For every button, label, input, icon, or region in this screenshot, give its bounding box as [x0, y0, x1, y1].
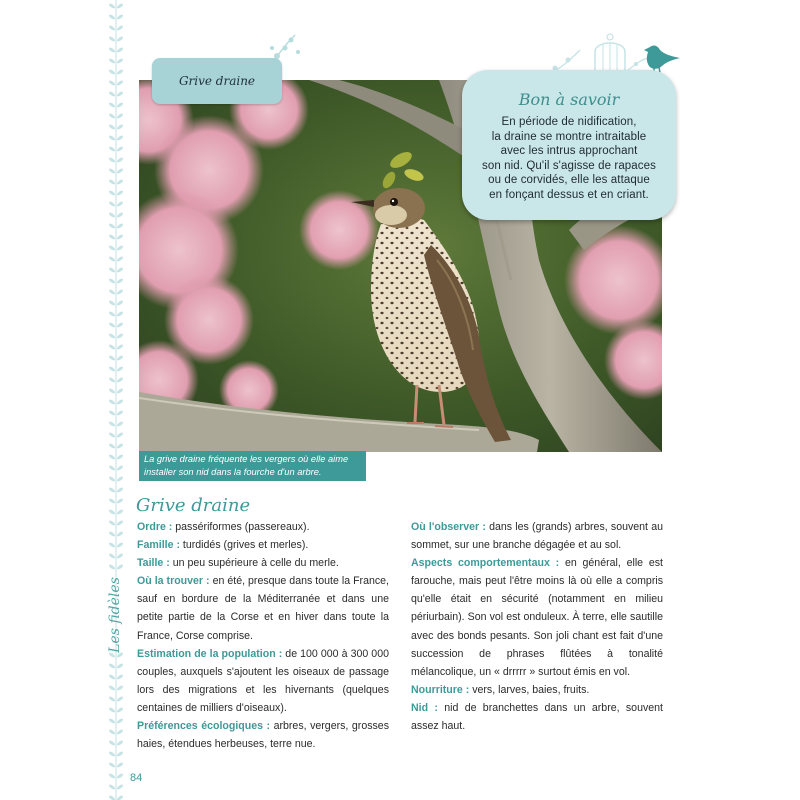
fact-label: Où la trouver :	[137, 575, 210, 588]
spine-leaf	[116, 311, 124, 318]
spine-leaf	[116, 454, 124, 461]
title-tab-text: Grive draine	[178, 74, 256, 88]
spine-leaf	[116, 36, 124, 43]
spine-leaf	[108, 289, 116, 296]
fact-label: Nid :	[411, 701, 438, 714]
spine-leaf	[108, 91, 116, 98]
left-column	[137, 518, 389, 753]
fact-text: dans les (grands) arbres, souvent au sommet, sur une branche dégagée et au sol.	[411, 521, 663, 552]
spine-leaf	[108, 531, 116, 538]
spine-leaf	[116, 14, 124, 21]
spine-leaf	[116, 322, 124, 329]
spine-leaf	[116, 421, 124, 428]
fact-label: Nourriture :	[411, 683, 470, 696]
spine-leaf	[116, 278, 124, 285]
spine-leaf	[108, 234, 116, 241]
spine-leaf	[108, 718, 116, 725]
spine-leaf	[108, 278, 116, 285]
spine-leaf	[108, 740, 116, 747]
page-number: 84	[130, 772, 143, 784]
spine-leaf	[116, 289, 124, 296]
spine-leaf	[116, 58, 124, 65]
spine-leaf	[108, 58, 116, 65]
spine-leaf	[116, 443, 124, 450]
spine-leaf	[116, 663, 124, 670]
fact-food	[411, 681, 663, 699]
spine-leaf	[116, 344, 124, 351]
fact-behaviour	[411, 554, 663, 681]
fact-text: arbres, vergers, grosses haies, étendues herbeuses, terre nue.	[137, 720, 389, 751]
spine-leaf	[108, 377, 116, 384]
info-box-text	[472, 115, 666, 203]
chapter-label: Les fidèles	[107, 577, 123, 653]
spine-leaf	[108, 762, 116, 769]
spine-leaf	[116, 740, 124, 747]
spine-leaf	[116, 751, 124, 758]
info-line: son nid. Qu'il s'agisse de rapaces	[482, 159, 656, 172]
spine-leaf	[108, 564, 116, 571]
spine-leaf	[108, 674, 116, 681]
fact-text: vers, larves, baies, fruits.	[469, 683, 590, 696]
fact-label: Taille :	[137, 557, 170, 570]
fact-population	[137, 645, 389, 717]
spine-leaf	[116, 245, 124, 252]
spine-leaf	[116, 157, 124, 164]
spine-leaf	[108, 322, 116, 329]
spine-leaf	[116, 773, 124, 780]
spine-leaf	[116, 333, 124, 340]
spine-leaf	[108, 245, 116, 252]
spine-leaf	[108, 267, 116, 274]
spine-leaf	[116, 509, 124, 516]
spine-leaf	[116, 91, 124, 98]
spine-leaf	[108, 333, 116, 340]
fact-location	[137, 572, 389, 644]
fact-text: turdidés (grives et merles).	[179, 539, 309, 552]
spine-leaf	[108, 454, 116, 461]
spine-leaf	[108, 443, 116, 450]
fact-label: Estimation de la population :	[137, 647, 283, 660]
spine-leaf	[116, 410, 124, 417]
spine-leaf	[116, 542, 124, 549]
spine-leaf	[116, 718, 124, 725]
spine-leaf	[116, 47, 124, 54]
section-title: Grive draine	[136, 495, 251, 516]
spine-leaf	[108, 685, 116, 692]
caption-line: installer son nid dans la fourche d'un arbre.	[144, 467, 322, 477]
spine-leaf	[116, 553, 124, 560]
spine-leaf	[116, 707, 124, 714]
spine-leaf	[108, 432, 116, 439]
spine-leaf	[108, 476, 116, 483]
spine-leaf	[108, 465, 116, 472]
fact-label: Préférences écologiques :	[137, 720, 271, 733]
spine-leaf	[108, 157, 116, 164]
spine-leaf	[116, 432, 124, 439]
info-line: ou de corvidés, elle les attaque	[488, 174, 650, 187]
spine-leaf	[116, 564, 124, 571]
spine-leaf	[108, 707, 116, 714]
spine-leaf	[116, 355, 124, 362]
spine-leaf	[108, 135, 116, 142]
fact-family	[137, 536, 389, 554]
spine-leaf	[108, 3, 116, 10]
spine-leaf	[116, 179, 124, 186]
fact-text: nid de branchettes dans un arbre, souvent assez haut.	[411, 701, 663, 733]
fact-label: Ordre :	[137, 521, 173, 533]
spine-leaf	[116, 25, 124, 32]
fact-order	[137, 518, 389, 536]
spine-leaf	[116, 124, 124, 131]
spine-leaf	[108, 201, 116, 208]
spine-leaf	[108, 542, 116, 549]
spine-leaf	[116, 465, 124, 472]
spine-leaf	[116, 487, 124, 494]
spine-leaf	[108, 25, 116, 32]
spine-leaf	[108, 69, 116, 76]
spine-leaf	[116, 102, 124, 109]
spine-leaf	[116, 201, 124, 208]
spine-leaf	[116, 531, 124, 538]
spine-leaf	[108, 487, 116, 494]
spine-leaf	[116, 146, 124, 153]
spine-leaf	[108, 729, 116, 736]
fact-ecology	[137, 717, 389, 753]
spine-leaf	[108, 520, 116, 527]
spine-leaf	[108, 773, 116, 780]
right-column	[411, 518, 663, 735]
info-line: En période de nidification,	[501, 116, 637, 128]
spine-leaf	[108, 355, 116, 362]
spine-leaf	[108, 784, 116, 791]
spine-leaf	[108, 47, 116, 54]
spine-leaf	[108, 146, 116, 153]
fact-label: Aspects comportementaux :	[411, 557, 560, 570]
spine-leaf	[108, 696, 116, 703]
spine-leaf	[108, 663, 116, 670]
spine-leaf	[108, 212, 116, 219]
spine-leaf	[116, 795, 124, 800]
spine-leaf	[108, 113, 116, 120]
fact-text: passériformes (passereaux).	[172, 521, 310, 533]
info-line: la draine se montre intraitable	[491, 130, 647, 143]
title-tab	[152, 58, 282, 104]
spine-leaf	[108, 168, 116, 175]
fact-text: un peu supérieure à celle du merle.	[169, 557, 339, 570]
spine-leaf	[116, 267, 124, 274]
spine-leaf	[108, 311, 116, 318]
spine-leaf	[108, 36, 116, 43]
spine-leaf	[116, 190, 124, 197]
spine-leaf	[108, 509, 116, 516]
spine-leaf	[108, 410, 116, 417]
spine-leaf	[108, 795, 116, 800]
spine-leaf	[116, 135, 124, 142]
spine-leaf	[116, 223, 124, 230]
spine-leaf	[108, 498, 116, 505]
spine-leaf	[116, 300, 124, 307]
caption-line: La grive draine fréquente les vergers où elle aime	[144, 454, 349, 464]
info-box-title: Bon à savoir	[518, 90, 620, 109]
spine-leaf	[116, 696, 124, 703]
spine-leaf	[116, 3, 124, 10]
fact-observe	[411, 518, 663, 554]
spine-leaf	[108, 102, 116, 109]
spine-leaf	[116, 113, 124, 120]
spine-leaf	[116, 520, 124, 527]
bird-icon	[640, 40, 682, 74]
spine-leaf	[108, 751, 116, 758]
spine-leaf	[116, 80, 124, 87]
spine-leaf	[108, 399, 116, 406]
fact-nest	[411, 699, 663, 735]
fact-text: en été, presque dans toute la France, sauf en bordure de la Méditerranée et dans une petite partie de la Corse et en hiver dans toute la France, Corse comprise.	[137, 575, 389, 642]
spine-leaf	[116, 729, 124, 736]
spine-leaf	[116, 784, 124, 791]
leaf-spine-decoration	[108, 0, 124, 800]
fact-text: de 100 000 à 300 000 couples, auxquels s'ajoutent les oiseaux de passage lors des migrations et les hivernants (quelques centaines de milliers d'oiseaux).	[137, 647, 389, 714]
info-line: en fonçant dessus et en criant.	[489, 188, 649, 201]
spine-leaf	[108, 421, 116, 428]
spine-leaf	[108, 553, 116, 560]
spine-leaf	[116, 388, 124, 395]
spine-leaf	[108, 388, 116, 395]
spine-leaf	[116, 212, 124, 219]
photo-caption	[139, 451, 366, 481]
spine-leaf	[116, 168, 124, 175]
spine-leaf	[116, 256, 124, 263]
spine-leaf	[116, 69, 124, 76]
spine-leaf	[116, 674, 124, 681]
spine-leaf	[116, 366, 124, 373]
spine-leaf	[108, 300, 116, 307]
spine-leaf	[108, 366, 116, 373]
spine-leaf	[116, 234, 124, 241]
spine-leaf	[108, 256, 116, 263]
spine-leaf	[116, 476, 124, 483]
spine-leaf	[108, 223, 116, 230]
spine-leaf	[108, 80, 116, 87]
spine-leaf	[108, 344, 116, 351]
fact-label: Famille :	[137, 539, 180, 552]
info-line: avec les intrus approchant	[500, 145, 638, 158]
spine-leaf	[116, 685, 124, 692]
spine-leaf	[108, 14, 116, 21]
spine-leaf	[108, 190, 116, 197]
fact-label: Où l'observer :	[411, 521, 486, 533]
spine-leaf	[116, 377, 124, 384]
spine-leaf	[108, 179, 116, 186]
spine-leaf	[116, 498, 124, 505]
spine-leaf	[108, 124, 116, 131]
spine-leaf	[116, 399, 124, 406]
fact-size	[137, 554, 389, 572]
info-box	[462, 70, 676, 220]
fact-text: en général, elle est farouche, mais peut l'être moins là où elle a compris qu'elle était en sécurité (notamment en milieu périurbain). Son vol est onduleux. À terre, elle sautille avec des bonds pesants. Son joli chant est fait d'une succession de phrases flûtées à tonalité mélancolique, un « drrrrr » surtout émis en vol.	[411, 557, 663, 678]
spine-leaf	[116, 762, 124, 769]
